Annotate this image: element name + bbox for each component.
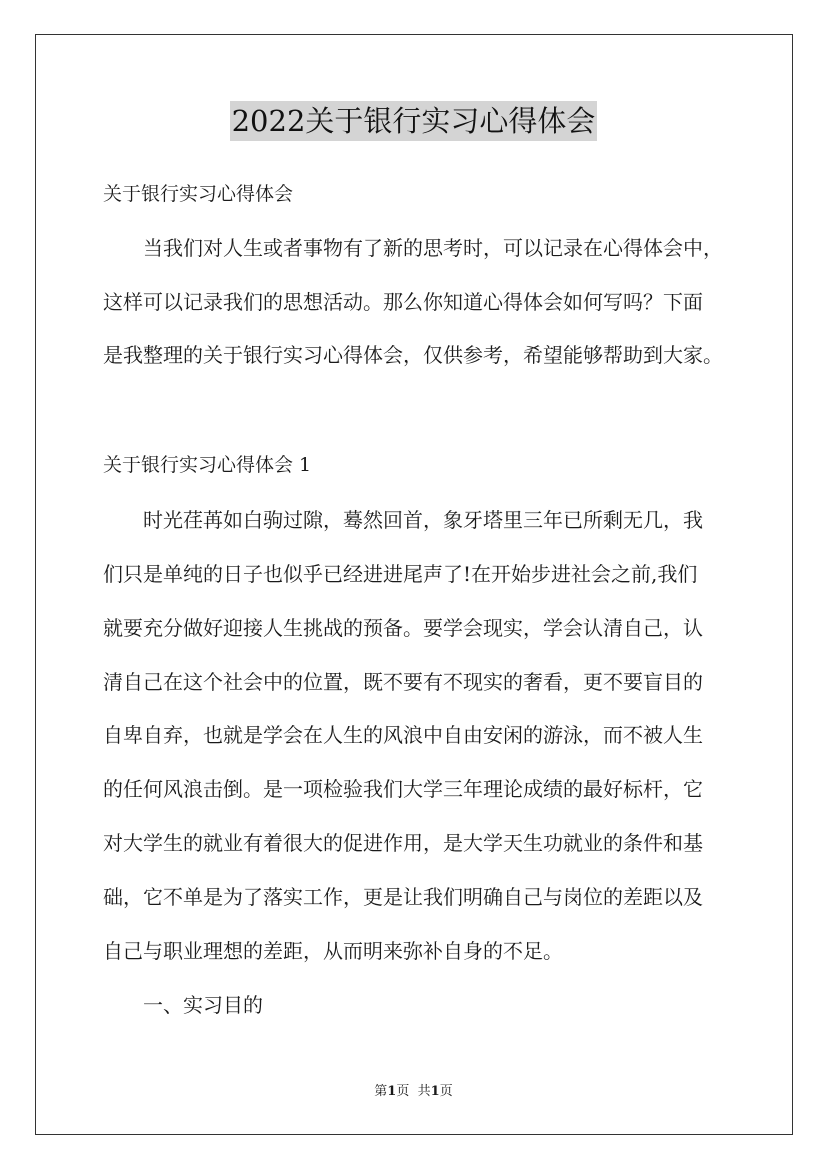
paragraph-line: 就要充分做好迎接人生挑战的预备。要学会现实，学会认清自己，认 <box>103 616 703 640</box>
section-heading: 关于银行实习心得体会 1 <box>103 454 312 476</box>
subheading: 一、实习目的 <box>143 993 263 1017</box>
intro-heading: 关于银行实习心得体会 <box>103 183 294 205</box>
paragraph-line: 对大学生的就业有着很大的促进作用，是大学天生功就业的条件和基 <box>103 831 703 855</box>
paragraph-line: 当我们对人生或者事物有了新的思考时，可以记录在心得体会中， <box>143 236 723 260</box>
page-total: 1 <box>430 1084 440 1099</box>
paragraph-line: 自卑自弃，也就是学会在人生的风浪中自由安闲的游泳，而不被人生 <box>103 723 703 747</box>
paragraph-line: 清自己在这个社会中的位置，既不要有不现实的奢看，更不要盲目的 <box>103 670 703 694</box>
page-current: 1 <box>387 1084 397 1099</box>
page-prefix: 第 <box>374 1084 388 1099</box>
document-title: 2022关于银行实习心得体会 <box>230 101 598 141</box>
total-prefix: 共 <box>417 1084 431 1099</box>
paragraph-line: 自己与职业理想的差距，从而明来弥补自身的不足。 <box>103 939 563 963</box>
paragraph-line: 这样可以记录我们的思想活动。那么你知道心得体会如何写吗？下面 <box>103 290 703 314</box>
total-suffix: 页 <box>439 1084 453 1099</box>
paragraph-line: 础，它不单是为了落实工作，更是让我们明确自己与岗位的差距以及 <box>103 885 703 909</box>
paragraph-line: 是我整理的关于银行实习心得体会，仅供参考，希望能够帮助到大家。 <box>103 343 723 367</box>
page-footer <box>0 1083 827 1101</box>
paragraph-line: 的任何风浪击倒。是一项检验我们大学三年理论成绩的最好标杆，它 <box>103 777 703 801</box>
title-container <box>0 101 827 141</box>
page-suffix: 页 <box>396 1084 410 1099</box>
paragraph-line: 们只是单纯的日子也似乎已经进进尾声了!在开始步进社会之前,我们 <box>103 562 698 586</box>
paragraph-line: 时光荏苒如白驹过隙，蓦然回首，象牙塔里三年已所剩无几，我 <box>143 508 703 532</box>
